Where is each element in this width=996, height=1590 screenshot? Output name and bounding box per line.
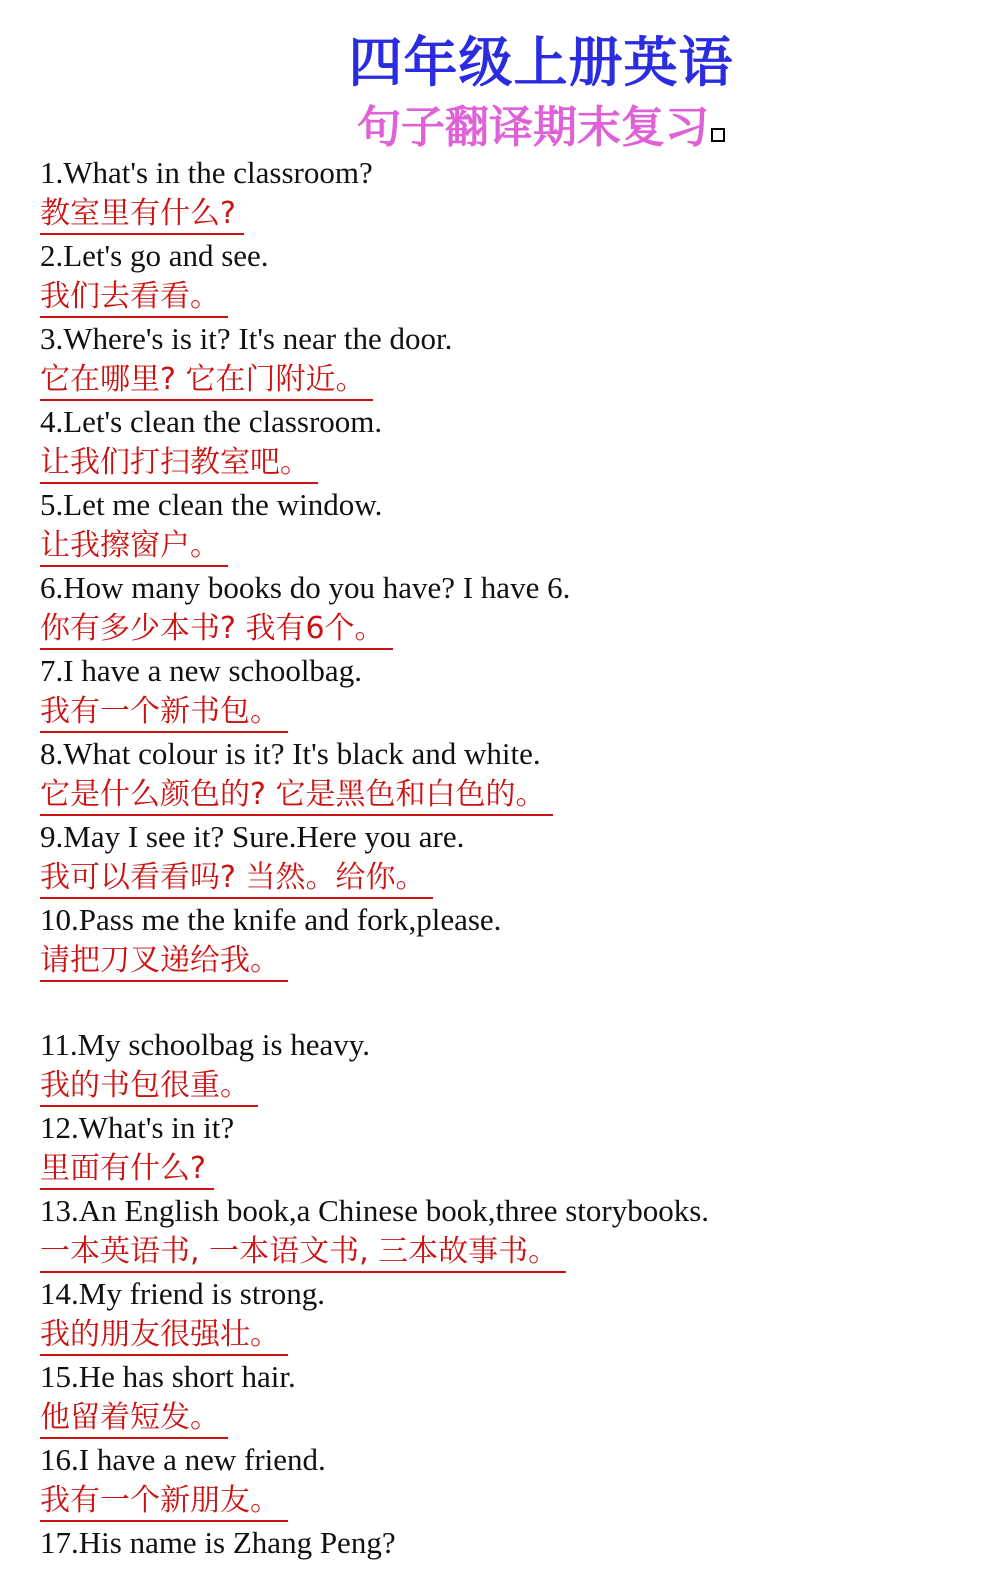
chinese-translation <box>40 1314 980 1356</box>
sentence-item-1 <box>40 152 980 235</box>
translation-text: 我的朋友很强壮。 <box>40 1316 288 1356</box>
chinese-translation <box>40 1148 980 1190</box>
english-sentence: 10.Pass me the knife and fork,please. <box>40 902 502 937</box>
english-sentence: 8.What colour is it? It's black and white. <box>40 736 541 771</box>
sentence-item-11 <box>40 1024 980 1107</box>
chinese-translation <box>40 525 980 567</box>
english-sentence: 14.My friend is strong. <box>40 1276 326 1311</box>
chinese-translation <box>40 1397 980 1439</box>
translation-text: 我们去看看。 <box>40 278 228 318</box>
chinese-translation <box>40 1480 980 1522</box>
english-sentence: 4.Let's clean the classroom. <box>40 404 383 439</box>
translation-text: 它在哪里? 它在门附近。 <box>40 361 373 401</box>
translation-text: 我可以看看吗? 当然。给你。 <box>40 859 433 899</box>
subtitle-text: 句子翻译期末复习 <box>357 102 709 153</box>
translation-text: 我有一个新书包。 <box>40 693 288 733</box>
sentence-item-3 <box>40 318 980 401</box>
english-sentence: 1.What's in the classroom? <box>40 155 373 190</box>
page-title: 四年级上册英语 <box>348 31 734 94</box>
chinese-translation <box>40 608 980 650</box>
sentence-item-17 <box>40 1522 980 1563</box>
english-sentence: 7.I have a new schoolbag. <box>40 653 362 688</box>
english-sentence: 2.Let's go and see. <box>40 238 269 273</box>
sentence-item-4 <box>40 401 980 484</box>
section-spacer <box>40 982 980 1024</box>
english-sentence: 12.What's in it? <box>40 1110 235 1145</box>
sentence-item-2 <box>40 235 980 318</box>
sentence-item-15 <box>40 1356 980 1439</box>
translation-text: 让我擦窗户。 <box>40 527 228 567</box>
sentence-item-12 <box>40 1107 980 1190</box>
translation-text: 教室里有什么? <box>40 195 244 235</box>
chinese-translation <box>40 691 980 733</box>
english-sentence: 17.His name is Zhang Peng? <box>40 1525 396 1560</box>
chinese-translation <box>40 276 980 318</box>
english-sentence: 3.Where's is it? It's near the door. <box>40 321 453 356</box>
sentence-item-8 <box>40 733 980 816</box>
square-marker-icon <box>711 128 725 142</box>
chinese-translation <box>40 774 980 816</box>
translation-text: 一本英语书, 一本语文书, 三本故事书。 <box>40 1233 566 1273</box>
english-sentence: 15.He has short hair. <box>40 1359 296 1394</box>
english-sentence: 13.An English book,a Chinese book,three storybooks. <box>40 1193 710 1228</box>
translation-text: 他留着短发。 <box>40 1399 228 1439</box>
english-sentence: 11.My schoolbag is heavy. <box>40 1027 371 1062</box>
translation-text: 请把刀叉递给我。 <box>40 942 288 982</box>
chinese-translation <box>40 1231 980 1273</box>
sentence-item-14 <box>40 1273 980 1356</box>
chinese-translation <box>40 940 980 982</box>
chinese-translation <box>40 1065 980 1107</box>
english-sentence: 5.Let me clean the window. <box>40 487 383 522</box>
sentence-item-7 <box>40 650 980 733</box>
chinese-translation <box>40 193 980 235</box>
chinese-translation <box>40 359 980 401</box>
english-sentence: 9.May I see it? Sure.Here you are. <box>40 819 465 854</box>
english-sentence: 16.I have a new friend. <box>40 1442 326 1477</box>
chinese-translation <box>40 442 980 484</box>
sentence-item-5 <box>40 484 980 567</box>
sentence-item-9 <box>40 816 980 899</box>
sentence-list <box>40 152 980 1563</box>
translation-text: 让我们打扫教室吧。 <box>40 444 318 484</box>
english-sentence: 6.How many books do you have? I have 6. <box>40 570 571 605</box>
translation-text: 我有一个新朋友。 <box>40 1482 288 1522</box>
translation-text: 我的书包很重。 <box>40 1067 258 1107</box>
translation-text: 你有多少本书? 我有6个。 <box>40 610 393 650</box>
chinese-translation <box>40 857 980 899</box>
page-subtitle <box>0 100 996 156</box>
translation-text: 里面有什么? <box>40 1150 214 1190</box>
sentence-item-6 <box>40 567 980 650</box>
sentence-item-10 <box>40 899 980 982</box>
translation-text: 它是什么颜色的? 它是黑色和白色的。 <box>40 776 553 816</box>
sentence-item-16 <box>40 1439 980 1522</box>
sentence-item-13 <box>40 1190 980 1273</box>
